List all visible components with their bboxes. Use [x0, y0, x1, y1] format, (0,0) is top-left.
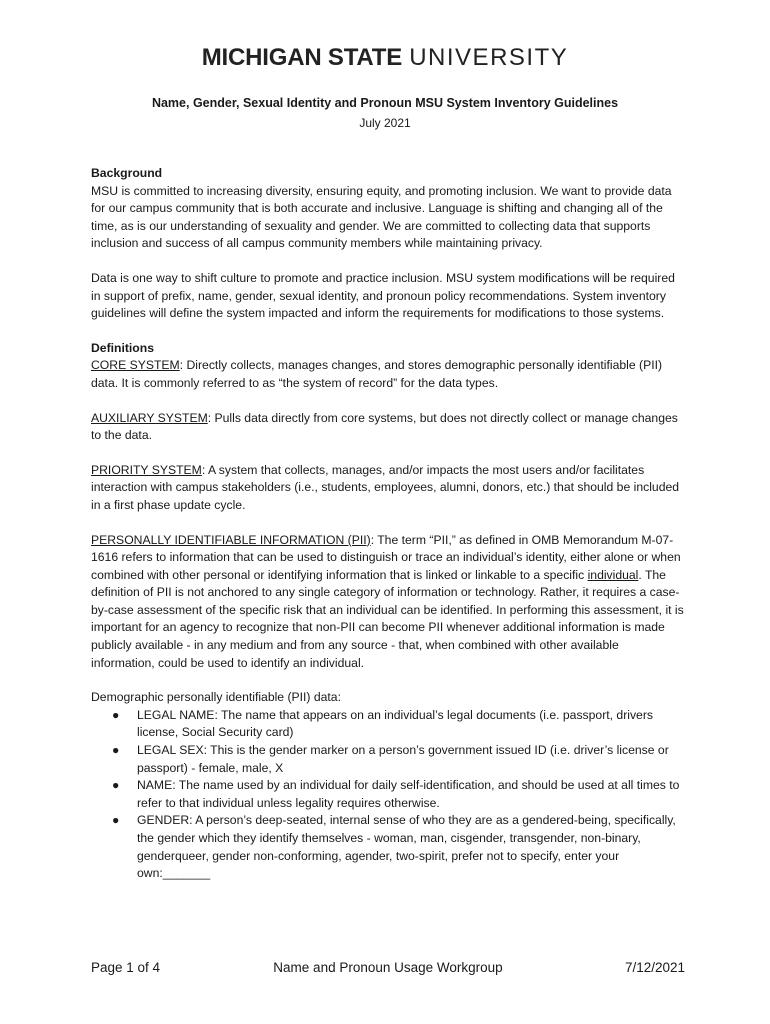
list-item-text: LEGAL SEX: This is the gender marker on a person’s government issued ID (i.e. driver’s license or passport) - female, male, X: [137, 743, 669, 775]
list-item-text: GENDER: A person’s deep-seated, internal sense of who they are as a gendered-being, specifically, the gender which they identify themselves - woman, man, cisgender, transgender, non-binary, genderqueer, gender non-conforming, agender, two-spirit, prefer not to specify, enter your own:_______: [137, 813, 676, 881]
auxiliary-system-term: AUXILIARY SYSTEM: [91, 410, 208, 425]
definitions-heading: Definitions: [91, 340, 154, 355]
demographic-intro: Demographic personally identifiable (PII) data:: [91, 690, 341, 705]
pii-term: PERSONALLY IDENTIFIABLE INFORMATION (PII): [91, 532, 371, 547]
definition-pii: [91, 532, 685, 673]
pii-text-b: . The definition of PII is not anchored to any single category of information or technology. Rather, it requires a case-by-case assessment of the specific risk that an individual can be identified. In performing this assessment, it is important for an agency to recognize that non-PII can become PII whenever additional information is made publicly available - in any medium and from any source - that, when combined with other available information, could be used to identify an individual.: [91, 567, 684, 670]
page-number: Page 1 of 4: [91, 960, 161, 975]
pii-text-a: : The term “PII,” as defined in OMB Memorandum M-07-1616 refers to information that can be used to distinguish or trace an individual’s identity, either alone or when combined with other personal or identifying information that is linked or linkable to a specific: [91, 532, 681, 582]
bullet-icon: ●: [112, 707, 120, 722]
core-system-term: CORE SYSTEM: [91, 358, 180, 373]
list-item-text: LEGAL NAME: The name that appears on an individual’s legal documents (i.e. passport, drivers license, Social Security card): [137, 707, 653, 740]
priority-system-text: : A system that collects, manages, and/or impacts the most users and/or facilitates interaction with campus stakeholders (i.e., students, employees, alumni, donors, etc.) that should be included in a first phase update cycle.: [91, 462, 680, 512]
bullet-icon: ●: [112, 813, 120, 828]
definition-auxiliary-system: [91, 410, 685, 445]
background-heading: Background: [91, 166, 163, 180]
document-date: July 2021: [359, 116, 411, 130]
individual-link[interactable]: individual: [587, 567, 639, 582]
background-paragraph-2: Data is one way to shift culture to promote and practice inclusion. MSU system modifications will be required in support of prefix, name, gender, sexual identity, and pronoun policy recommendations. System inventory guidelines will define the system impacted and inform the requirements for modifications to those systems.: [91, 270, 675, 321]
msu-logo: [0, 44, 770, 72]
bullet-icon: ●: [112, 743, 120, 758]
footer-group-name: Name and Pronoun Usage Workgroup: [273, 960, 503, 975]
definition-priority-system: [91, 462, 685, 515]
list-item: [112, 777, 685, 812]
definition-core-system: [91, 357, 685, 392]
bullet-icon: ●: [112, 778, 120, 793]
list-item: [112, 812, 685, 882]
demographic-list: [91, 707, 685, 883]
list-item: [112, 707, 685, 742]
document-title: Name, Gender, Sexual Identity and Pronoun MSU System Inventory Guidelines: [151, 96, 619, 110]
background-paragraph-1: MSU is committed to increasing diversity, ensuring equity, and promoting inclusion. We want to provide data for our campus community that is both accurate and inclusive. Language is shifting and changing all of the time, as is our understanding of sexuality and gender. We are committed to collecting data that supports inclusion and success of all campus community members while maintaining privacy.: [91, 183, 672, 251]
logo-bold-text: MICHIGAN STATE: [201, 44, 403, 71]
page-footer: [91, 960, 685, 980]
auxiliary-system-text: : Pulls data directly from core systems, but does not directly collect or manage changes to the data.: [91, 410, 678, 443]
priority-system-term: PRIORITY SYSTEM: [91, 462, 202, 477]
list-item: [112, 742, 685, 777]
core-system-text: : Directly collects, manages changes, and stores demographic personally identifiable (PII) data. It is commonly referred to as “the system of record” for the data types.: [91, 358, 663, 390]
footer-date: 7/12/2021: [624, 960, 685, 975]
list-item-text: NAME: The name used by an individual for daily self-identification, and should be used at all times to refer to that individual unless legality requires otherwise.: [137, 778, 680, 810]
document-body: [91, 165, 685, 883]
logo-light-text: UNIVERSITY: [409, 44, 569, 71]
